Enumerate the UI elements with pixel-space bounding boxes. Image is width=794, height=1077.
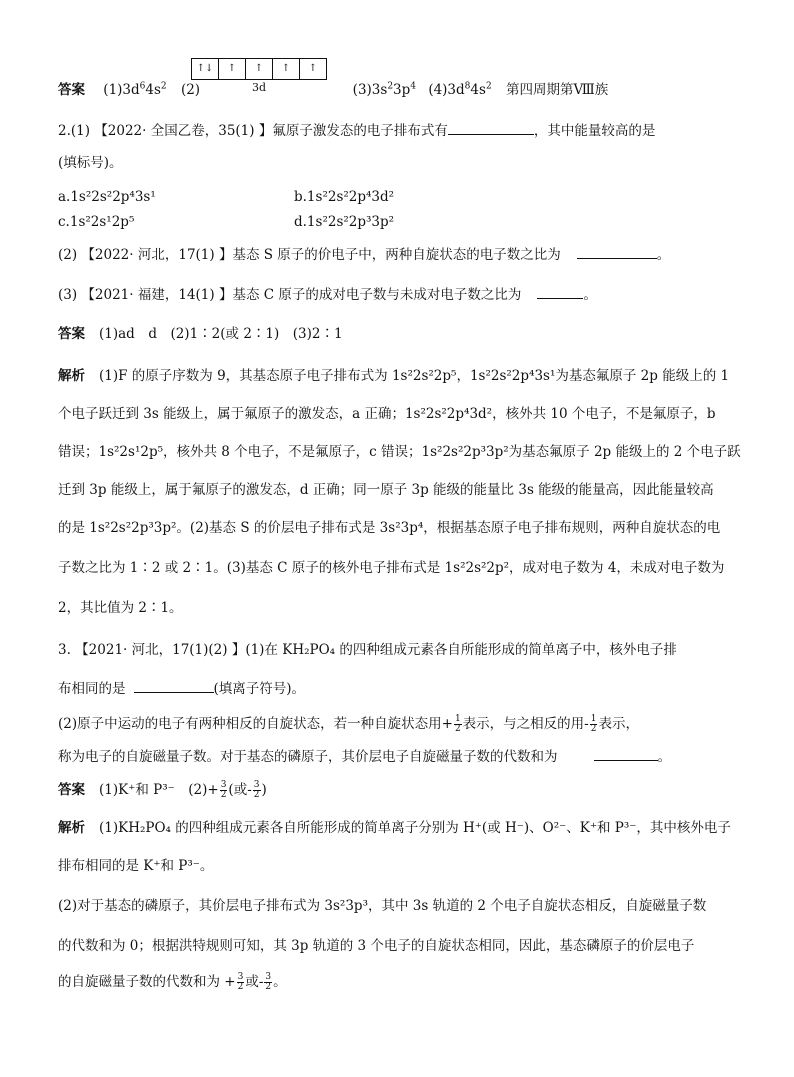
- answer-part-2: (2): [180, 82, 201, 98]
- answer-period-group: 第四周期第Ⅷ族: [505, 82, 609, 98]
- orbital-box: ↑: [245, 59, 272, 79]
- answer-part-1: (1)3d: [103, 82, 140, 98]
- analysis-line: [58, 818, 731, 838]
- analysis-line: 排布相同的是 K⁺和 P³⁻。: [58, 858, 214, 874]
- analysis-line: 的是 1s²2s²2p³3p²。(2)基态 S 的价层电子排布式是 3s²3p⁴，根据基态原子电子排布规则，两种自旋状态的电: [58, 520, 721, 536]
- q3-part2: [58, 714, 639, 734]
- denominator: 2: [253, 790, 260, 800]
- question-text: 表示，与之相反的用-: [462, 716, 589, 732]
- numerator: 3: [237, 972, 244, 982]
- fraction: [590, 715, 598, 734]
- question-text: (填离子符号)。: [213, 681, 306, 697]
- q2-stem: [58, 120, 655, 141]
- denominator: 2: [454, 724, 461, 734]
- text: 3p: [393, 82, 411, 98]
- orbital-box: ↑: [299, 59, 326, 79]
- question-text: (2) 【2022· 河北，17(1) 】基态 S 原子的价电子中，两种自旋状态的电子数之比为: [58, 247, 561, 263]
- analysis-text: 的自旋磁量子数的代数和为 +: [58, 974, 236, 990]
- analysis-text: 或-: [245, 974, 264, 990]
- analysis-line: 迁到 3p 能级上，属于氟原子的激发态，d 正确；同一原子 3p 能级的能量比 3s 能级的能量高，因此能量较高: [58, 482, 714, 498]
- answer-blank[interactable]: [134, 678, 214, 693]
- sup: 2: [485, 81, 492, 92]
- numerator: 3: [265, 972, 272, 982]
- option-c: c.1s²2s¹2p⁵: [58, 214, 135, 230]
- fraction: [264, 973, 272, 992]
- denominator: 2: [237, 982, 244, 992]
- question-text: 2.(1) 【2022· 全国乙卷，35(1) 】氟原子激发态的电子排布式有: [58, 123, 448, 139]
- answer-tag: 答案: [58, 782, 85, 798]
- orbital-label: 3d: [252, 81, 267, 94]
- fraction: [220, 781, 228, 800]
- option-b: b.1s²2s²2p⁴3d²: [294, 189, 395, 205]
- numerator: 3: [253, 780, 260, 790]
- question-text: 。: [583, 287, 597, 303]
- answer-blank[interactable]: [594, 746, 658, 761]
- question-text: 。: [656, 247, 671, 263]
- sup: 8: [464, 81, 471, 92]
- numerator: 1: [590, 714, 597, 724]
- orbital-box: ↑: [272, 59, 299, 79]
- analysis-text: 。: [273, 974, 287, 990]
- q3-stem-cont: [58, 678, 305, 699]
- option-a: a.1s²2s²2p⁴3s¹: [58, 189, 156, 205]
- analysis-line: [58, 972, 287, 992]
- answer-tag: 答案: [58, 326, 85, 342]
- question-text: (3) 【2021· 福建，14(1) 】基态 C 原子的成对电子数与未成对电子数之比为: [58, 287, 522, 303]
- q2-part3: [58, 284, 597, 305]
- answer-part-3: (3)3s: [352, 82, 388, 98]
- question-text: 称为电子的自旋磁量子数。对于基态的磷原子，其价层电子自旋磁量子数的代数和为: [58, 749, 558, 765]
- q3-answer-line: [58, 780, 267, 800]
- analysis-tag: 解析: [58, 820, 85, 836]
- answer-text: (1)ad d (2)1∶2(或 2∶1) (3)2∶1: [99, 326, 343, 342]
- q2-part2: [58, 244, 670, 265]
- denominator: 2: [265, 982, 272, 992]
- sup: 4: [410, 81, 417, 92]
- orbital-box: ↑: [218, 59, 245, 79]
- orbital-diagram-3d: [191, 58, 327, 80]
- numerator: 3: [220, 780, 227, 790]
- option-d: d.1s²2s²2p³3p²: [294, 214, 395, 230]
- answer-tag: 答案: [58, 82, 85, 98]
- q2-answer-line: [58, 324, 343, 344]
- analysis-line: 2，其比值为 2∶1。: [58, 600, 183, 616]
- text: 4s: [470, 82, 486, 98]
- analysis-line: 子数之比为 1∶2 或 2∶1。(3)基态 C 原子的核外电子排布式是 1s²2s²2p²，成对电子数为 4，未成对电子数为: [58, 560, 725, 576]
- denominator: 2: [590, 724, 597, 734]
- fraction: [454, 715, 462, 734]
- question-text: ，其中能量较高的是: [533, 123, 656, 139]
- text: 4s: [145, 82, 161, 98]
- fraction: [253, 781, 261, 800]
- answer-blank[interactable]: [448, 120, 534, 135]
- q3-part2-cont: [58, 746, 671, 767]
- answer-part-4: (4)3d: [428, 82, 465, 98]
- question-text: 。: [657, 749, 671, 765]
- analysis-line: 个电子跃迁到 3s 能级上，属于氟原子的激发态，a 正确；1s²2s²2p⁴3d²，核外共 10 个电子，不是氟原子，b: [58, 406, 716, 422]
- analysis-tag: 解析: [58, 368, 85, 384]
- denominator: 2: [220, 790, 227, 800]
- question-text: 表示，: [598, 716, 639, 732]
- fraction: [237, 973, 245, 992]
- sup: 2: [387, 81, 394, 92]
- q1-answer-line: [58, 80, 608, 100]
- question-text: (2)原子中运动的电子有两种相反的自旋状态，若一种自旋状态用+: [58, 716, 453, 732]
- sup: 6: [139, 81, 146, 92]
- answer-text: ): [261, 782, 267, 798]
- analysis-text: (1)KH₂PO₄ 的四种组成元素各自所能形成的简单离子分别为 H⁺(或 H⁻)、O²⁻、K⁺和 P³⁻，其中核外电子: [99, 820, 731, 836]
- question-text: 布相同的是: [58, 681, 126, 697]
- analysis-line: 的代数和为 0；根据洪特规则可知，其 3p 轨道的 3 个电子的自旋状态相同，因此，基态磷原子的价层电子: [58, 938, 695, 954]
- answer-blank[interactable]: [537, 284, 583, 299]
- q3-stem: 3. 【2021· 河北，17(1)(2) 】(1)在 KH₂PO₄ 的四种组成元素各自所能形成的简单离子中，核外电子排: [58, 642, 677, 658]
- q2-stem-cont: (填标号)。: [58, 155, 123, 171]
- sup: 2: [160, 81, 167, 92]
- analysis-line: 错误；1s²2s¹2p⁵，核外共 8 个电子，不是氟原子，c 错误；1s²2s²2p³3p²为基态氟原子 2p 能级上的 2 个电子跃: [58, 444, 741, 460]
- numerator: 1: [454, 714, 461, 724]
- orbital-box: ↑↓: [196, 63, 214, 74]
- analysis-line: [58, 366, 729, 386]
- answer-text: (1)K⁺和 P³⁻ (2)+: [99, 782, 219, 798]
- analysis-text: (1)F 的原子序数为 9，其基态原子电子排布式为 1s²2s²2p⁵，1s²2s²2p⁴3s¹为基态氟原子 2p 能级上的 1: [99, 368, 730, 384]
- answer-blank[interactable]: [577, 244, 657, 259]
- analysis-line: (2)对于基态的磷原子，其价层电子排布式为 3s²3p³，其中 3s 轨道的 2 个电子自旋状态相反，自旋磁量子数: [58, 898, 707, 914]
- answer-text: (或-: [228, 782, 252, 798]
